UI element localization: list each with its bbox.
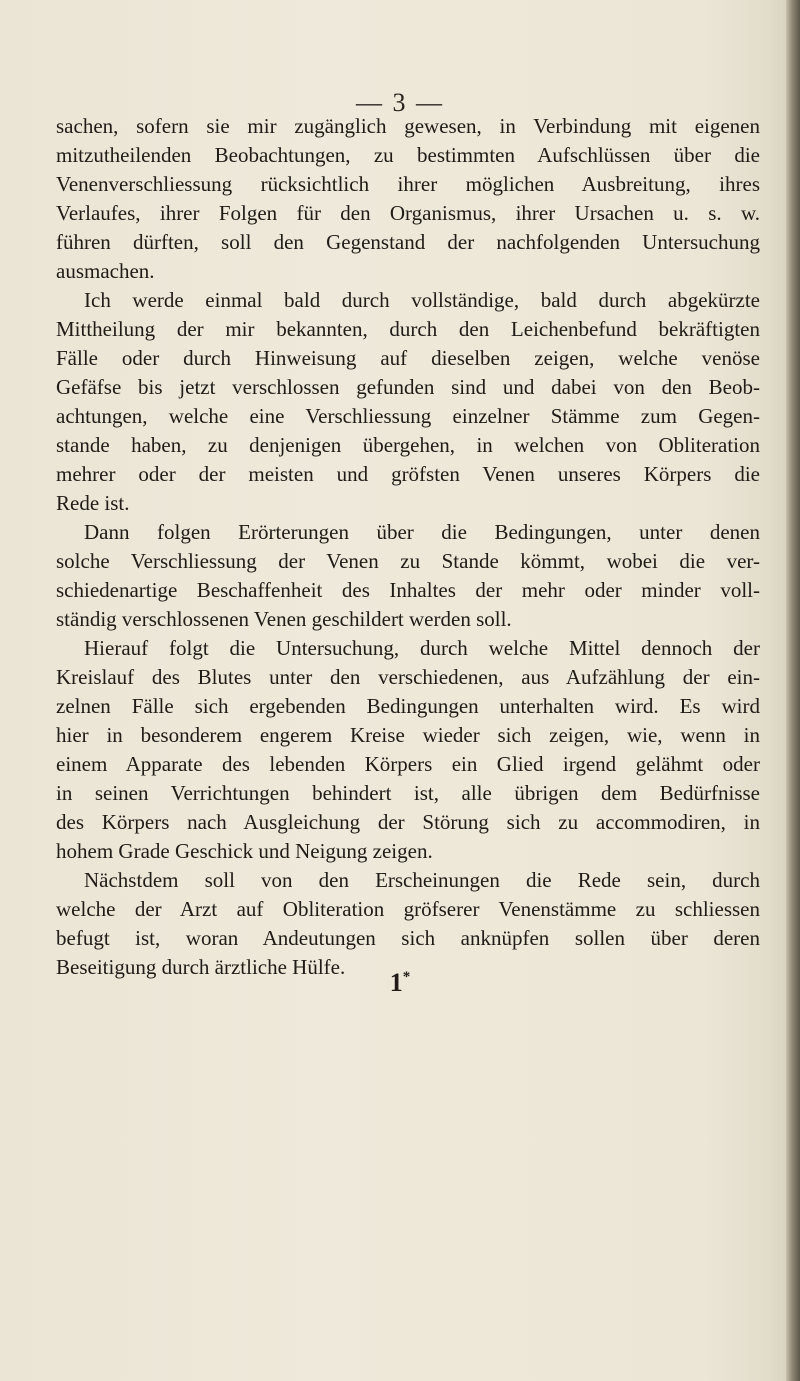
text-line: Ich werde einmal bald durch vollständige, bald durch abgekürzte [84,288,760,312]
text-line: Fälle oder durch Hinweisung auf dieselben zeigen, welche venöse [56,346,760,370]
text-line: achtungen, welche eine Verschliessung einzelner Stämme zum Gegen- [56,404,760,428]
body-text [56,112,760,982]
text-line: Verlaufes, ihrer Folgen für den Organismus, ihrer Ursachen u. s. w. [56,201,760,225]
text-line: mitzutheilenden Beobachtungen, zu bestimmten Aufschlüssen über die [56,143,760,167]
text-line: Dann folgen Erörterungen über die Bedingungen, unter denen [84,520,760,544]
text-line: solche Verschliessung der Venen zu Stande kömmt, wobei die ver- [56,549,760,573]
text-line: führen dürften, soll den Gegenstand der nachfolgenden Untersuchung [56,230,760,254]
text-line: welche der Arzt auf Obliteration gröfserer Venenstämme zu schliessen [56,897,760,921]
text-line: Beseitigung durch ärztliche Hülfe. [56,955,346,979]
text-line: hohem Grade Geschick und Neigung zeigen. [56,839,433,863]
text-line: zelnen Fälle sich ergebenden Bedingungen unterhalten wird. Es wird [56,694,760,718]
signature-mark [0,968,800,998]
signature-number: 1 [389,968,403,997]
text-line: Gefäfse bis jetzt verschlossen gefunden sind und dabei von den Beob- [56,375,760,399]
text-line: Nächstdem soll von den Erscheinungen die Rede sein, durch [84,868,760,892]
text-line: ständig verschlossenen Venen geschildert werden soll. [56,607,512,631]
text-line: befugt ist, woran Andeutungen sich anknüpfen sollen über deren [56,926,760,950]
text-line: ausmachen. [56,259,155,283]
text-line: Mittheilung der mir bekannten, durch den Leichenbefund bekräftigten [56,317,760,341]
text-line: mehrer oder der meisten und gröfsten Venen unseres Körpers die [56,462,760,486]
text-line: einem Apparate des lebenden Körpers ein Glied irgend gelähmt oder [56,752,760,776]
book-spine-edge [786,0,800,1381]
text-line: stande haben, zu denjenigen übergehen, in welchen von Obliteration [56,433,760,457]
text-line: Rede ist. [56,491,130,515]
page-number: — 3 — [356,88,444,117]
text-line: hier in besonderem engerem Kreise wieder sich zeigen, wie, wenn in [56,723,760,747]
text-line: sachen, sofern sie mir zugänglich gewesen, in Verbindung mit eigenen [56,114,760,138]
text-line: Hierauf folgt die Untersuchung, durch welche Mittel dennoch der [84,636,760,660]
text-line: Kreislauf des Blutes unter den verschiedenen, aus Aufzählung der ein- [56,665,760,689]
signature-star: * [402,969,411,985]
text-line: schiedenartige Beschaffenheit des Inhaltes der mehr oder minder voll- [56,578,760,602]
text-line: in seinen Verrichtungen behindert ist, alle übrigen dem Bedürfnisse [56,781,760,805]
text-line: des Körpers nach Ausgleichung der Störung sich zu accommodiren, in [56,810,760,834]
text-line: Venenverschliessung rücksichtlich ihrer möglichen Ausbreitung, ihres [56,172,760,196]
